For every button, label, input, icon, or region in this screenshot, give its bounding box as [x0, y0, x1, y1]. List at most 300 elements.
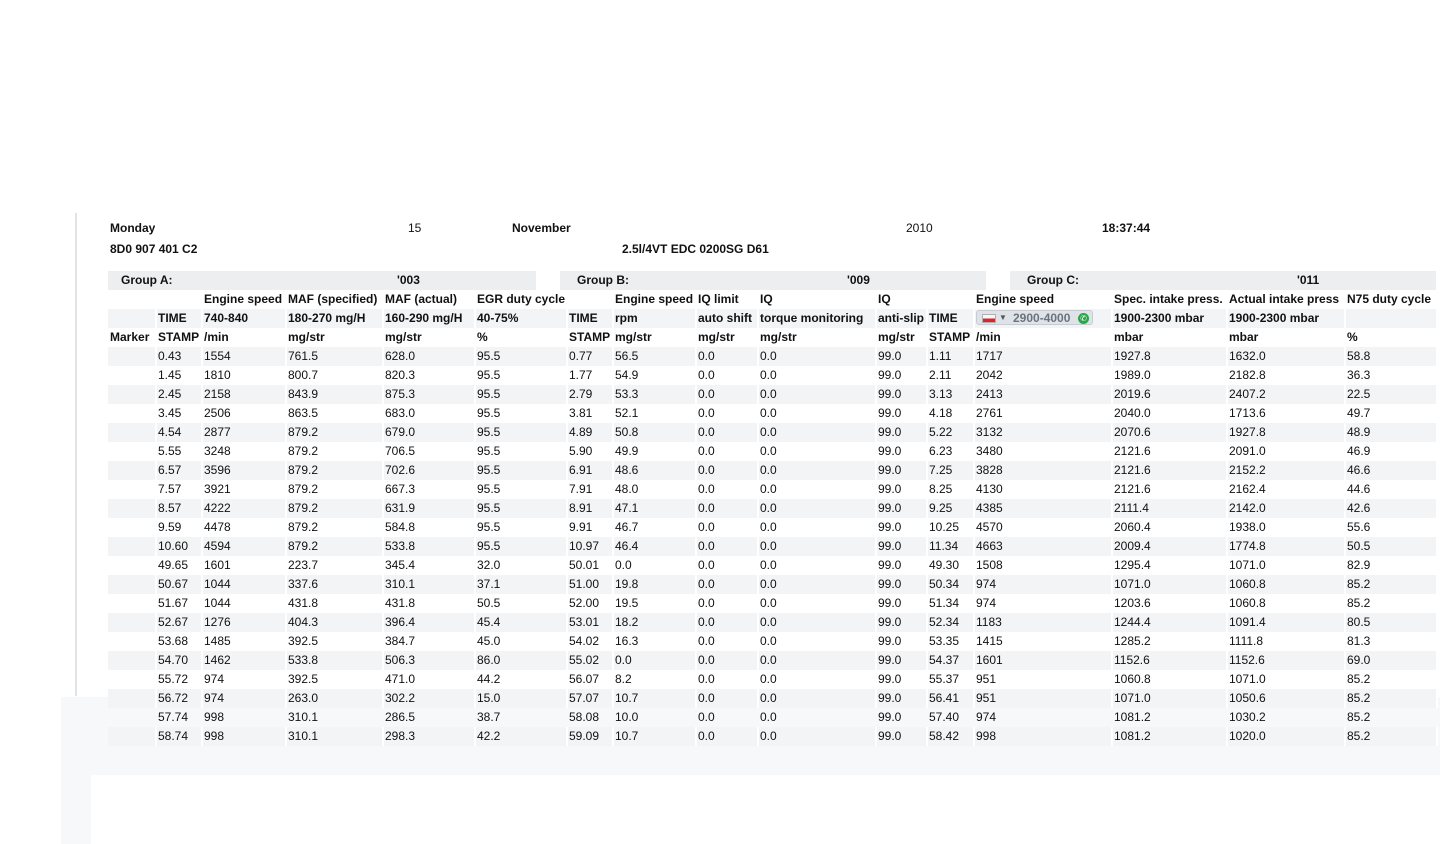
- cell-iq_antislip: 99.0: [877, 727, 928, 746]
- cell-rpm_b: 19.5: [615, 596, 639, 610]
- cell-spec_intake: 2040.0: [1114, 406, 1151, 420]
- cell-iq_antislip: 99.0: [878, 368, 902, 382]
- cell-time_c: 5.22: [928, 423, 975, 442]
- cell-act_intake: 1713.6: [1229, 406, 1266, 420]
- cell-iq_antislip: 99.0: [877, 651, 928, 670]
- column-header-iq_limit: IQ limit: [698, 292, 739, 306]
- cell-iq_antislip: 99.0: [877, 537, 928, 556]
- cell-time_b: 2.79: [568, 385, 614, 404]
- cell-time_c: 8.25: [929, 482, 953, 496]
- cell-rpm_b: 52.1: [615, 406, 639, 420]
- column-header-n75: [1346, 309, 1438, 328]
- cell-rpm_a: 1044: [203, 575, 287, 594]
- dropdown-caret-icon: ▼: [999, 313, 1007, 322]
- table-row: [108, 461, 1436, 480]
- cell-iq_torque: 0.0: [759, 689, 877, 708]
- cell-rpm_c: 998: [975, 727, 1113, 746]
- cell-act_intake: 1927.8: [1228, 423, 1346, 442]
- cell-act_intake: 2152.2: [1228, 461, 1346, 480]
- group-c-code: '011: [1297, 273, 1320, 287]
- column-header-time_a: TIME: [157, 309, 203, 328]
- cell-iq_torque: 0.0: [760, 444, 777, 458]
- cell-marker: [109, 727, 157, 746]
- cell-spec_intake: 2121.6: [1114, 444, 1151, 458]
- cell-iq_antislip: 99.0: [878, 596, 902, 610]
- cell-time_a: 55.72: [158, 672, 189, 686]
- date-month: November: [512, 221, 571, 235]
- cell-marker: [109, 404, 155, 423]
- cell-time_a: 50.67: [157, 575, 203, 594]
- cell-rpm_b: 0.0: [614, 651, 697, 670]
- column-header-egr: EGR duty cycle: [477, 292, 566, 306]
- cell-rpm_a: 1462: [203, 651, 287, 670]
- column-header-time_b: [568, 290, 612, 309]
- column-header-rpm_b: rpm: [614, 309, 697, 328]
- cell-rpm_b: 56.5: [614, 347, 697, 366]
- cell-rpm_a: 2877: [203, 423, 287, 442]
- cell-rpm_a: 1810: [204, 368, 231, 382]
- table-row: [108, 594, 1436, 613]
- cell-marker: [109, 613, 157, 632]
- cell-egr: 95.5: [476, 385, 568, 404]
- table-row: [108, 347, 1436, 366]
- cell-maf_spec: 879.2: [287, 461, 384, 480]
- table-row: [108, 423, 1436, 442]
- cell-act_intake: 2162.4: [1229, 482, 1266, 496]
- cell-spec_intake: 1295.4: [1114, 558, 1151, 572]
- column-header-rpm_c: /min: [976, 330, 1001, 344]
- cell-egr: 95.5: [476, 537, 568, 556]
- cell-iq_torque: 0.0: [759, 651, 877, 670]
- cell-maf_act: 431.8: [385, 596, 416, 610]
- cell-iq_torque: 0.0: [759, 385, 877, 404]
- column-header-iq_antislip: IQ: [878, 292, 891, 306]
- cell-maf_spec: 404.3: [287, 613, 384, 632]
- cell-egr: 45.0: [477, 634, 501, 648]
- cell-maf_act: 471.0: [385, 672, 416, 686]
- cell-spec_intake: 1989.0: [1114, 368, 1151, 382]
- cell-rpm_c: 2413: [975, 385, 1113, 404]
- cell-time_b: 3.81: [569, 406, 593, 420]
- column-header-act_intake: Actual intake press: [1229, 292, 1340, 306]
- cell-maf_spec: 843.9: [287, 385, 384, 404]
- cell-maf_spec: 879.2: [288, 482, 319, 496]
- cell-time_c: 51.34: [929, 596, 960, 610]
- cell-marker: [109, 518, 155, 537]
- cell-maf_spec: 431.8: [288, 596, 319, 610]
- cell-rpm_a: 1554: [203, 347, 287, 366]
- sheet-bottom-left-area: [61, 775, 91, 844]
- cell-spec_intake: 1203.6: [1114, 596, 1151, 610]
- cell-marker: [109, 651, 157, 670]
- cell-spec_intake: 2121.6: [1113, 461, 1228, 480]
- cell-time_b: 5.90: [569, 444, 593, 458]
- cell-iq_torque: 0.0: [760, 406, 777, 420]
- cell-act_intake: 1030.2: [1229, 710, 1266, 724]
- cell-maf_spec: 879.2: [288, 444, 319, 458]
- cell-iq_antislip: 99.0: [877, 347, 928, 366]
- cell-time_c: 3.13: [928, 385, 975, 404]
- cell-time_a: 9.59: [158, 520, 182, 534]
- cell-rpm_c: 1183: [975, 613, 1113, 632]
- cell-time_b: 53.01: [568, 613, 614, 632]
- cell-rpm_b: 10.0: [615, 710, 639, 724]
- cell-maf_spec: 879.2: [288, 520, 319, 534]
- table-row: [108, 480, 1436, 499]
- group-a-label: Group A:: [121, 273, 173, 287]
- cell-rpm_c: 974: [976, 596, 997, 610]
- rpm-range-value: 2900-4000: [1013, 311, 1071, 325]
- cell-iq_limit: 0.0: [697, 499, 759, 518]
- cell-iq_limit: 0.0: [697, 385, 759, 404]
- cell-time_a: 49.65: [158, 558, 189, 572]
- column-header-marker: [109, 290, 155, 309]
- cell-maf_act: 683.0: [385, 406, 416, 420]
- column-header-n75: N75 duty cycle: [1347, 292, 1432, 306]
- cell-iq_antislip: 99.0: [877, 499, 928, 518]
- cell-egr: 95.5: [476, 461, 568, 480]
- cell-time_c: 4.18: [929, 406, 953, 420]
- cell-iq_torque: 0.0: [759, 575, 877, 594]
- log-sheet: [108, 219, 1436, 746]
- cell-maf_spec: 879.2: [287, 499, 384, 518]
- cell-time_b: 54.02: [569, 634, 600, 648]
- cell-time_b: 1.77: [569, 368, 593, 382]
- cell-n75: 81.3: [1347, 634, 1371, 648]
- column-header-iq_limit: mg/str: [698, 330, 735, 344]
- cell-maf_spec: 263.0: [287, 689, 384, 708]
- cell-iq_torque: 0.0: [760, 710, 777, 724]
- cell-iq_antislip: 99.0: [877, 461, 928, 480]
- cell-marker: [109, 480, 155, 499]
- cell-act_intake: 1938.0: [1229, 520, 1266, 534]
- cell-time_b: 59.09: [568, 727, 614, 746]
- cell-rpm_a: 2506: [204, 406, 231, 420]
- cell-maf_act: 679.0: [384, 423, 476, 442]
- cell-spec_intake: 1060.8: [1114, 672, 1151, 686]
- group-c-label: Group C:: [1027, 273, 1079, 287]
- column-header-time_c: STAMP: [929, 330, 971, 344]
- table-row: [108, 727, 1436, 746]
- cell-time_c: 49.30: [929, 558, 960, 572]
- column-header-iq_antislip: anti-slip: [877, 309, 928, 328]
- cell-time_b: 55.02: [568, 651, 614, 670]
- cell-marker: [109, 708, 155, 727]
- cell-n75: 36.3: [1347, 368, 1371, 382]
- cell-egr: 37.1: [476, 575, 568, 594]
- cell-marker: [109, 632, 155, 651]
- cell-marker: [109, 499, 157, 518]
- cell-egr: 86.0: [476, 651, 568, 670]
- cell-time_a: 1.45: [158, 368, 182, 382]
- cell-time_b: 6.91: [568, 461, 614, 480]
- cell-egr: 32.0: [477, 558, 501, 572]
- cell-time_a: 0.43: [157, 347, 203, 366]
- cell-rpm_a: 974: [203, 689, 287, 708]
- cell-egr: 44.2: [477, 672, 501, 686]
- cell-time_a: 10.60: [157, 537, 203, 556]
- cell-rpm_b: 10.7: [614, 727, 697, 746]
- cell-rpm_a: 998: [204, 710, 225, 724]
- cell-time_c: 55.37: [929, 672, 960, 686]
- cell-time_c: 56.41: [928, 689, 975, 708]
- cell-iq_limit: 0.0: [698, 558, 715, 572]
- cell-rpm_a: 4594: [203, 537, 287, 556]
- cell-rpm_c: 4130: [976, 482, 1003, 496]
- column-header-maf_spec: 180-270 mg/H: [287, 309, 384, 328]
- cell-rpm_c: 974: [976, 710, 997, 724]
- date-row: [108, 219, 1436, 238]
- column-header-maf_act: 160-290 mg/H: [384, 309, 476, 328]
- cell-maf_act: 396.4: [384, 613, 476, 632]
- column-header-act_intake: mbar: [1229, 330, 1259, 344]
- part-number: 8D0 907 401 C2: [110, 242, 198, 256]
- cell-time_c: 1.11: [928, 347, 975, 366]
- cell-n75: 49.7: [1347, 406, 1371, 420]
- cell-rpm_a: 974: [204, 672, 225, 686]
- cell-time_b: 51.00: [568, 575, 614, 594]
- column-header-n75: %: [1347, 330, 1358, 344]
- day-label: Monday: [110, 221, 156, 235]
- cell-maf_spec: 761.5: [287, 347, 384, 366]
- cell-spec_intake: 1244.4: [1113, 613, 1228, 632]
- table-row: [108, 651, 1436, 670]
- cell-time_b: 57.07: [568, 689, 614, 708]
- cell-rpm_a: 3921: [204, 482, 231, 496]
- cell-iq_limit: 0.0: [698, 520, 715, 534]
- cell-rpm_c: 1508: [976, 558, 1003, 572]
- cell-spec_intake: 1071.0: [1113, 575, 1228, 594]
- cell-rpm_b: 19.8: [614, 575, 697, 594]
- cell-marker: [109, 385, 157, 404]
- cell-time_b: 10.97: [568, 537, 614, 556]
- cell-rpm_c: 4570: [976, 520, 1003, 534]
- column-header-maf_spec: mg/str: [288, 330, 325, 344]
- cell-n75: 85.2: [1346, 689, 1438, 708]
- cell-maf_act: 820.3: [385, 368, 416, 382]
- phone-call-icon[interactable]: ✆: [1078, 313, 1089, 324]
- cell-marker: [109, 442, 155, 461]
- column-header-time_a: [157, 290, 201, 309]
- cell-time_c: 53.35: [929, 634, 960, 648]
- cell-iq_antislip: 99.0: [878, 520, 902, 534]
- column-header-spec_intake: mbar: [1114, 330, 1144, 344]
- cell-time_a: 6.57: [157, 461, 203, 480]
- cell-n75: 69.0: [1346, 651, 1438, 670]
- cell-maf_act: 702.6: [384, 461, 476, 480]
- cell-marker: [109, 689, 157, 708]
- column-header-time_b: STAMP: [569, 330, 611, 344]
- cell-act_intake: 1060.8: [1229, 596, 1266, 610]
- cell-maf_act: 345.4: [385, 558, 416, 572]
- cell-spec_intake: 2111.4: [1113, 499, 1228, 518]
- cell-time_c: 9.25: [928, 499, 975, 518]
- column-header-marker: Marker: [110, 330, 150, 344]
- table-row: [108, 385, 1436, 404]
- cell-iq_limit: 0.0: [698, 596, 715, 610]
- table-row: [108, 613, 1436, 632]
- cell-maf_spec: 863.5: [288, 406, 319, 420]
- cell-iq_torque: 0.0: [760, 596, 777, 610]
- cell-iq_limit: 0.0: [698, 634, 715, 648]
- cell-maf_act: 706.5: [385, 444, 416, 458]
- cell-iq_torque: 0.0: [759, 347, 877, 366]
- cell-rpm_c: 1601: [975, 651, 1113, 670]
- cell-iq_antislip: 99.0: [878, 406, 902, 420]
- cell-rpm_b: 8.2: [615, 672, 632, 686]
- cell-n75: 85.2: [1347, 710, 1371, 724]
- cell-act_intake: 1632.0: [1228, 347, 1346, 366]
- cell-act_intake: 1111.8: [1229, 634, 1264, 648]
- cell-iq_antislip: 99.0: [877, 689, 928, 708]
- cell-marker: [109, 423, 157, 442]
- cell-iq_antislip: 99.0: [878, 672, 902, 686]
- cell-rpm_b: 46.7: [615, 520, 639, 534]
- ecu-row: [108, 240, 1436, 259]
- cell-egr: 95.5: [476, 423, 568, 442]
- cell-rpm_b: 54.9: [615, 368, 639, 382]
- cell-iq_antislip: 99.0: [877, 575, 928, 594]
- cell-act_intake: 1152.6: [1228, 651, 1346, 670]
- cell-iq_antislip: 99.0: [878, 558, 902, 572]
- cell-rpm_b: 10.7: [614, 689, 697, 708]
- cell-egr: 95.5: [477, 368, 501, 382]
- cell-rpm_b: 16.3: [615, 634, 639, 648]
- cell-maf_spec: 879.2: [287, 423, 384, 442]
- cell-maf_spec: 533.8: [287, 651, 384, 670]
- column-header-marker: [109, 309, 157, 328]
- cell-maf_spec: 392.5: [288, 672, 319, 686]
- cell-maf_spec: 392.5: [288, 634, 319, 648]
- cell-n75: 44.6: [1347, 482, 1371, 496]
- cell-act_intake: 2142.0: [1228, 499, 1346, 518]
- table-row: [108, 366, 1436, 385]
- cell-time_b: 50.01: [569, 558, 600, 572]
- column-header-time_c: [928, 290, 973, 309]
- poland-flag-icon: [982, 314, 996, 323]
- cell-time_c: 10.25: [929, 520, 960, 534]
- cell-marker: [109, 556, 155, 575]
- cell-iq_limit: 0.0: [698, 444, 715, 458]
- cell-rpm_c: 3828: [975, 461, 1113, 480]
- column-header-time_b: TIME: [568, 309, 614, 328]
- column-header-time_c: TIME: [928, 309, 975, 328]
- cell-n75: 22.5: [1346, 385, 1438, 404]
- cell-rpm_c: 3132: [975, 423, 1113, 442]
- cell-rpm_c: 951: [975, 689, 1113, 708]
- cell-iq_limit: 0.0: [698, 406, 715, 420]
- cell-rpm_b: 48.6: [614, 461, 697, 480]
- cell-iq_limit: 0.0: [697, 537, 759, 556]
- cell-iq_torque: 0.0: [759, 613, 877, 632]
- cell-time_a: 52.67: [157, 613, 203, 632]
- column-header-iq_torque: mg/str: [760, 330, 797, 344]
- column-header-egr: %: [477, 330, 488, 344]
- cell-rpm_c: 2042: [976, 368, 1003, 382]
- cell-egr: 42.2: [476, 727, 568, 746]
- cell-maf_act: 533.8: [384, 537, 476, 556]
- cell-maf_spec: 310.1: [288, 710, 319, 724]
- table-row: [108, 537, 1436, 556]
- cell-iq_limit: 0.0: [697, 613, 759, 632]
- cell-iq_antislip: 99.0: [877, 423, 928, 442]
- cell-spec_intake: 1152.6: [1113, 651, 1228, 670]
- cell-rpm_b: 46.4: [614, 537, 697, 556]
- cell-spec_intake: 1285.2: [1114, 634, 1151, 648]
- cell-spec_intake: 2060.4: [1114, 520, 1151, 534]
- cell-iq_antislip: 99.0: [878, 634, 902, 648]
- cell-egr: 95.5: [477, 444, 501, 458]
- cell-iq_torque: 0.0: [759, 461, 877, 480]
- column-header-rpm_a: 740-840: [203, 309, 287, 328]
- column-header-iq_torque: torque monitoring: [759, 309, 877, 328]
- cell-time_b: 58.08: [569, 710, 600, 724]
- cell-egr: 95.5: [477, 482, 501, 496]
- cell-time_a: 51.67: [158, 596, 189, 610]
- cell-act_intake: 2091.0: [1229, 444, 1266, 458]
- cell-rpm_a: 3248: [204, 444, 231, 458]
- cell-iq_limit: 0.0: [697, 575, 759, 594]
- date-year: 2010: [906, 221, 933, 235]
- cell-n75: 85.2: [1346, 727, 1438, 746]
- cell-act_intake: 1091.4: [1228, 613, 1346, 632]
- cell-iq_torque: 0.0: [760, 482, 777, 496]
- data-table: [108, 290, 1436, 746]
- cell-time_c: 7.25: [928, 461, 975, 480]
- table-row: [108, 708, 1436, 727]
- cell-rpm_a: 1485: [204, 634, 231, 648]
- cell-time_b: 4.89: [568, 423, 614, 442]
- rpm-range-selector[interactable]: [976, 310, 1093, 325]
- cell-iq_torque: 0.0: [760, 558, 777, 572]
- cell-act_intake: 1050.6: [1228, 689, 1346, 708]
- cell-maf_act: 310.1: [384, 575, 476, 594]
- cell-act_intake: 2407.2: [1228, 385, 1346, 404]
- cell-rpm_a: 4222: [203, 499, 287, 518]
- cell-rpm_c: 2761: [976, 406, 1003, 420]
- cell-marker: [109, 594, 155, 613]
- cell-iq_antislip: 99.0: [877, 613, 928, 632]
- cell-rpm_b: 47.1: [614, 499, 697, 518]
- table-row: [108, 518, 1436, 537]
- cell-time_a: 4.54: [157, 423, 203, 442]
- cell-egr: 15.0: [476, 689, 568, 708]
- cell-iq_limit: 0.0: [697, 727, 759, 746]
- cell-rpm_c: 3480: [976, 444, 1003, 458]
- cell-spec_intake: 1071.0: [1113, 689, 1228, 708]
- cell-maf_act: 286.5: [385, 710, 416, 724]
- column-header-iq_torque: IQ: [760, 292, 773, 306]
- cell-rpm_b: 50.8: [614, 423, 697, 442]
- cell-egr: 45.4: [476, 613, 568, 632]
- cell-iq_torque: 0.0: [760, 520, 777, 534]
- cell-iq_limit: 0.0: [697, 651, 759, 670]
- cell-time_a: 8.57: [157, 499, 203, 518]
- cell-n75: 42.6: [1346, 499, 1438, 518]
- cell-spec_intake: 2009.4: [1113, 537, 1228, 556]
- ecu-id: 2.5l/4VT EDC 0200SG D61: [622, 242, 769, 256]
- cell-iq_antislip: 99.0: [877, 385, 928, 404]
- cell-rpm_a: 998: [203, 727, 287, 746]
- cell-time_a: 3.45: [158, 406, 182, 420]
- cell-iq_limit: 0.0: [698, 710, 715, 724]
- cell-time_a: 2.45: [157, 385, 203, 404]
- cell-rpm_a: 3596: [203, 461, 287, 480]
- group-row: [108, 271, 1436, 290]
- cell-egr: 38.7: [477, 710, 501, 724]
- cell-n75: 82.9: [1347, 558, 1371, 572]
- cell-iq_limit: 0.0: [697, 423, 759, 442]
